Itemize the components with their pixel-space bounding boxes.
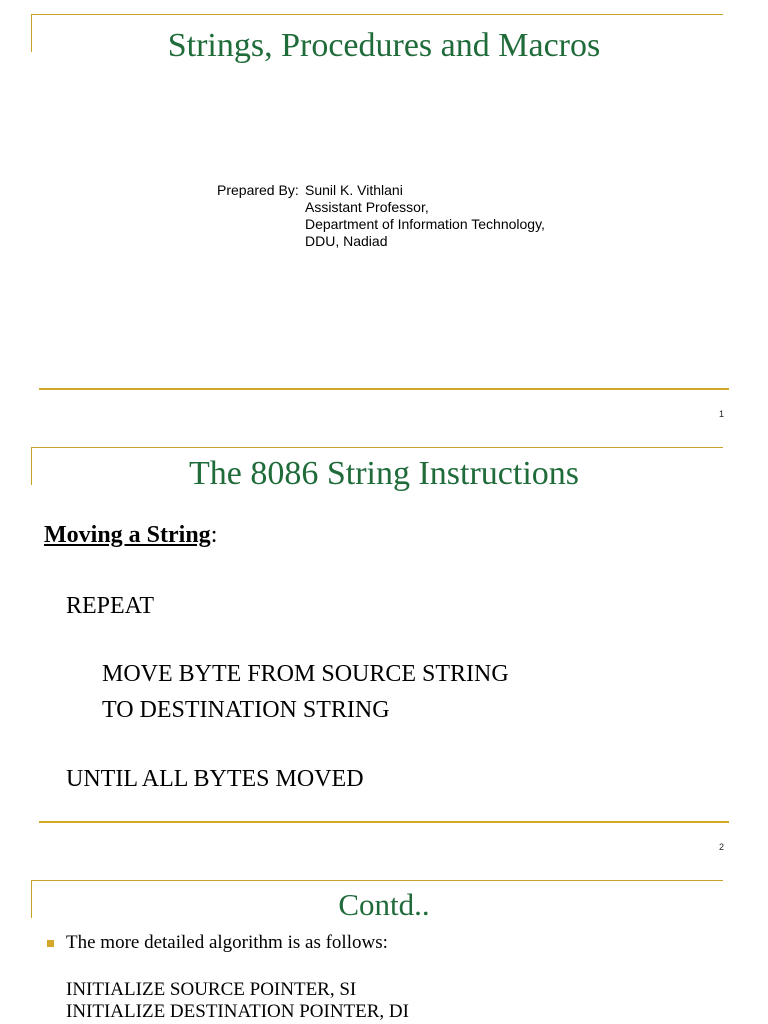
bullet-square-icon [47,940,54,947]
author-department: Department of Information Technology, [305,216,545,232]
page-number: 1 [718,409,724,419]
author-title: Assistant Professor, [305,199,429,215]
prepared-by-label: Prepared By: [217,182,299,198]
page-number: 2 [718,842,724,852]
slide-title: Strings, Procedures and Macros [167,27,601,64]
author-name: Sunil K. Vithlani [305,182,403,198]
subheading-colon: : [210,522,218,548]
slide-title: Contd.. [338,887,430,922]
algorithm-line: REPEAT [66,593,155,619]
algorithm-line: INITIALIZE DESTINATION POINTER, DI [66,1001,409,1022]
subheading-text: Moving a String [44,522,211,548]
slide-title: The 8086 String Instructions [188,455,580,492]
algorithm-line: TO DESTINATION STRING [102,697,390,723]
algorithm-line: UNTIL ALL BYTES MOVED [66,766,364,792]
algorithm-line: MOVE BYTE FROM SOURCE STRING [102,661,509,687]
slide-top-rule [31,880,723,881]
algorithm-line: INITIALIZE SOURCE POINTER, SI [66,979,357,1000]
bullet-text: The more detailed algorithm is as follows: [66,932,388,953]
author-institution: DDU, Nadiad [305,233,388,249]
